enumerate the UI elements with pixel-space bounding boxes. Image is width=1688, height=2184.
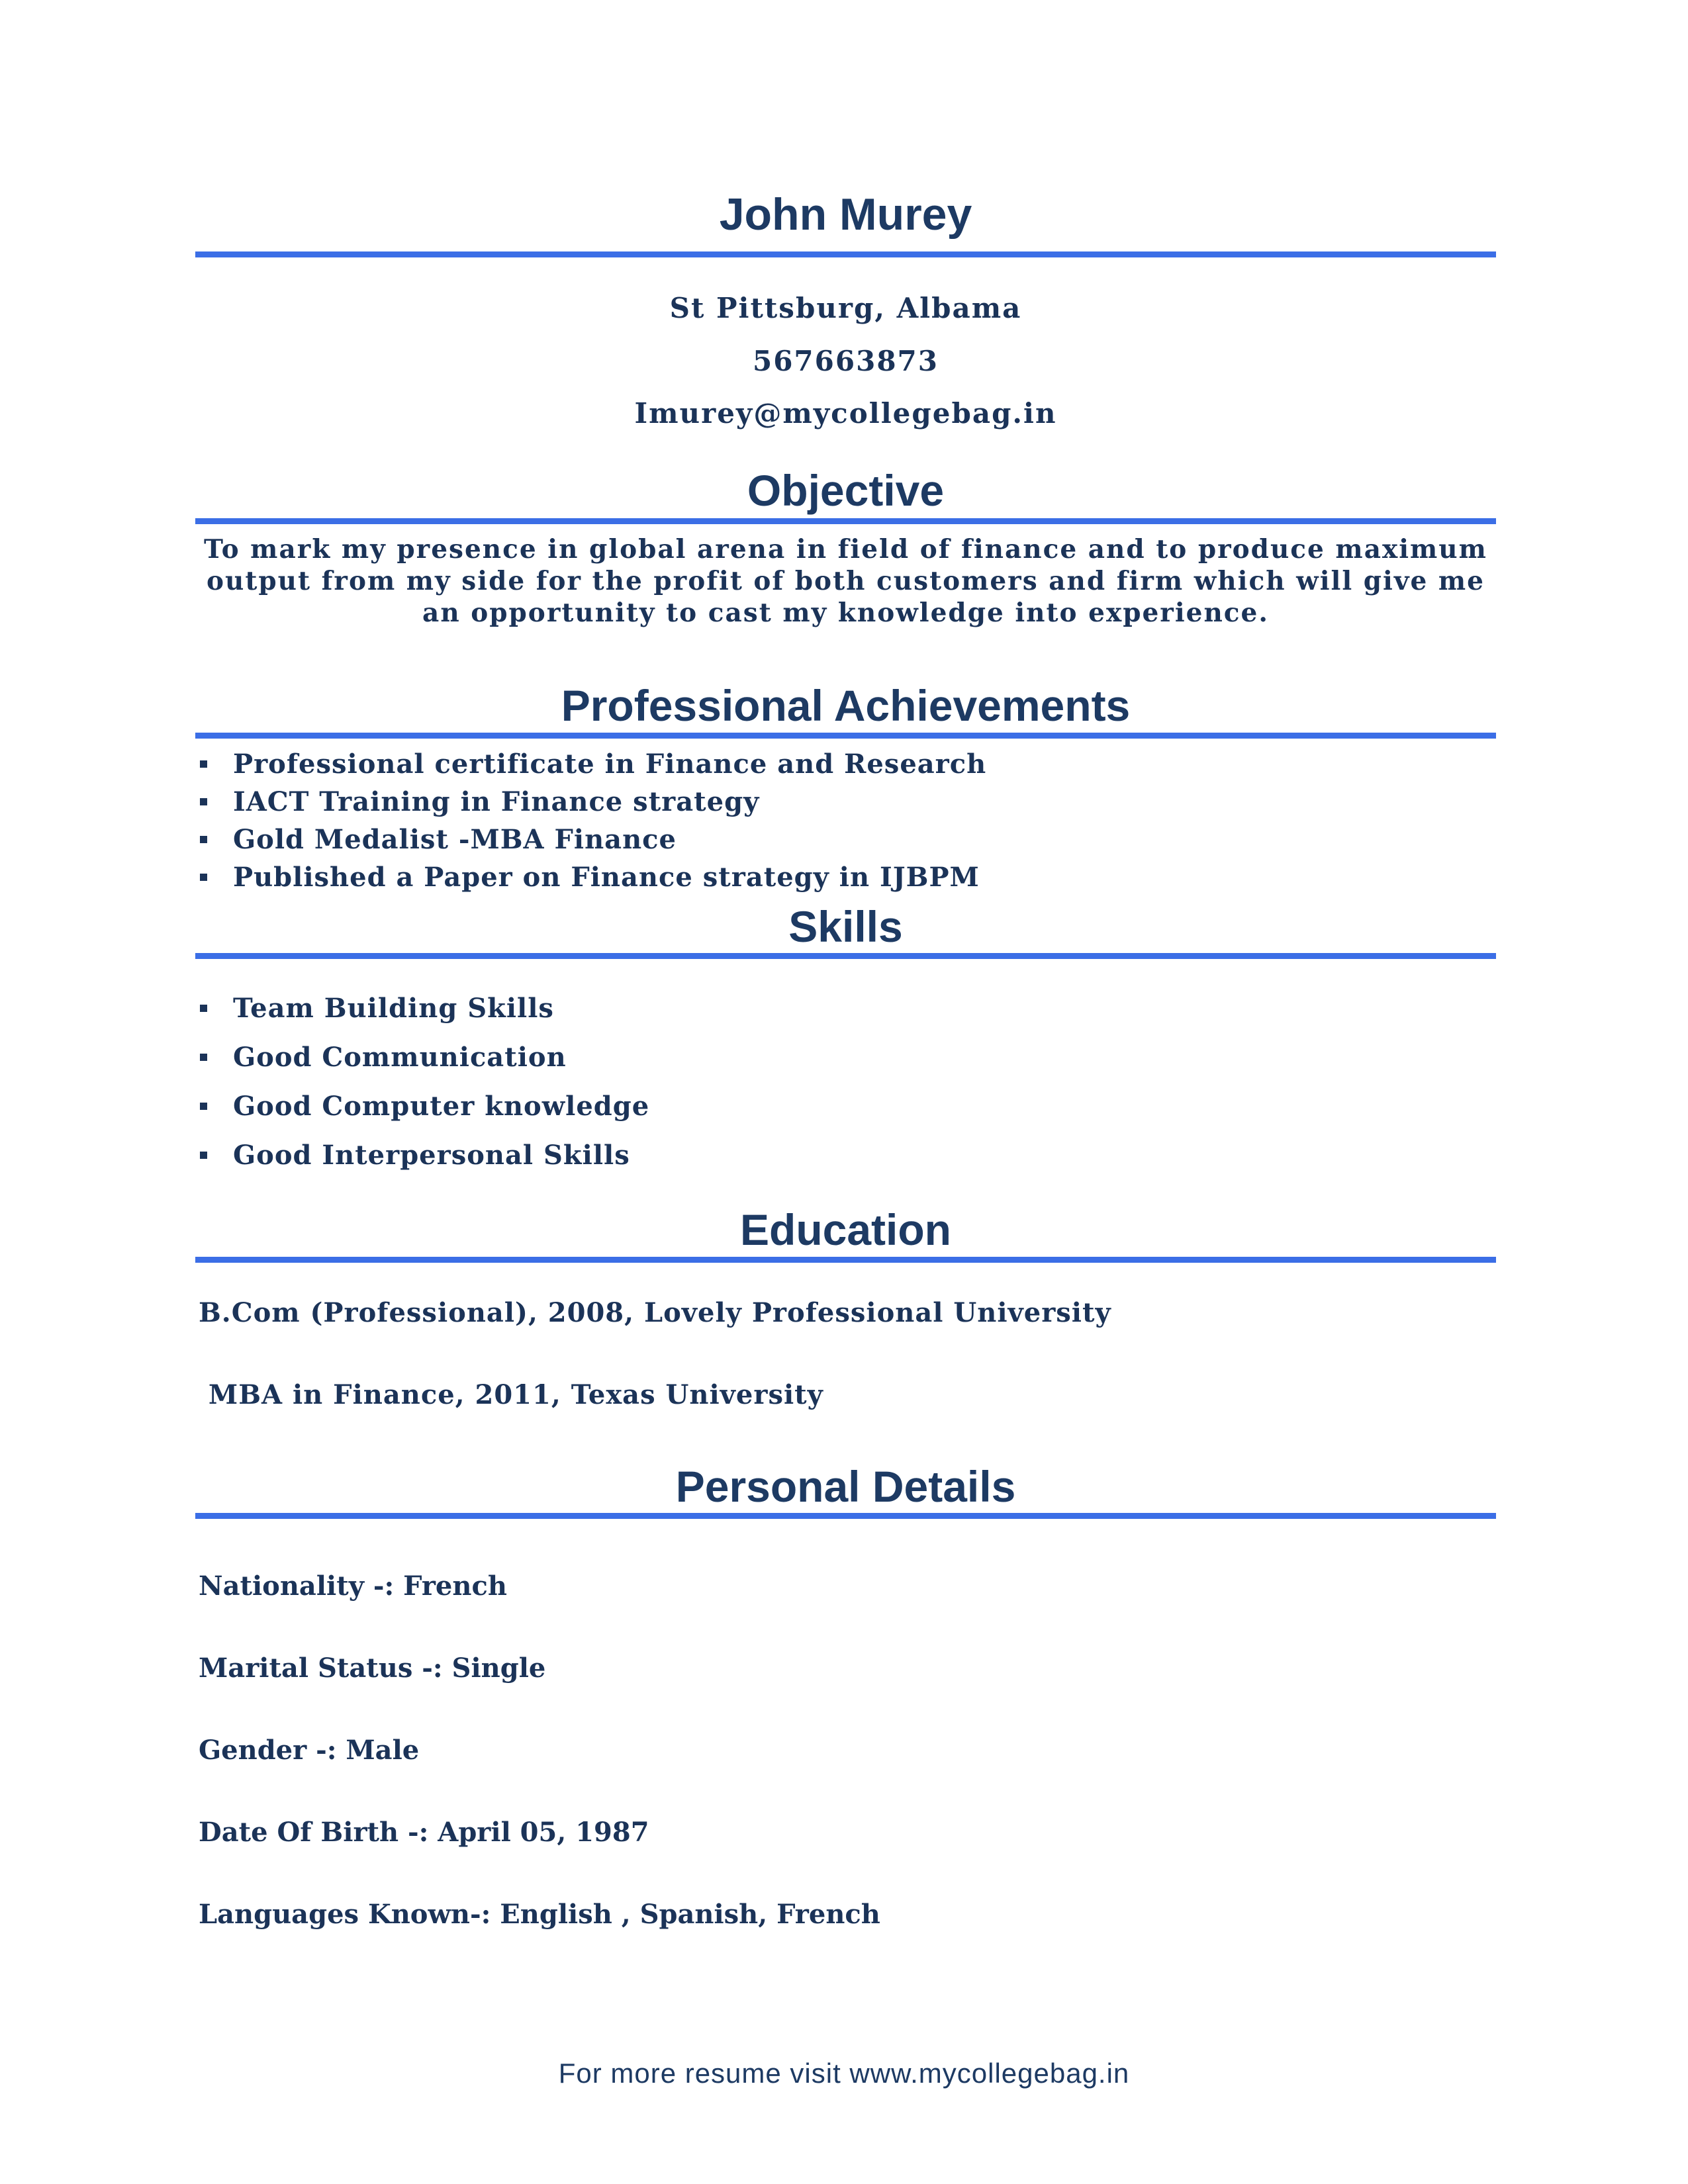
bullet-square-icon xyxy=(200,874,207,881)
name-divider xyxy=(195,251,1496,257)
contact-address: St Pittsburg, Albama xyxy=(669,292,1022,324)
achievements-divider xyxy=(195,733,1496,739)
skills-list xyxy=(199,984,1456,1180)
bullet-square-icon xyxy=(200,1005,207,1012)
bullet-square-icon xyxy=(200,1054,207,1061)
bullet-square-icon xyxy=(200,798,207,805)
achievements-list xyxy=(199,745,1456,896)
personal-divider xyxy=(195,1513,1496,1519)
bullet-square-icon xyxy=(200,760,207,768)
detail-nationality: Nationality -: French xyxy=(199,1570,507,1602)
achievements-heading: Professional Achievements xyxy=(561,681,1131,730)
list-item xyxy=(199,1131,1456,1180)
objective-text: To mark my presence in global arena in field of finance and to produce maximum output from my side for the profit of both customers and firm which will give me an opportunity to cast my knowledge into experience. xyxy=(204,534,1487,628)
list-item xyxy=(199,783,1456,821)
education-heading: Education xyxy=(739,1205,951,1254)
footer-note: For more resume visit www.mycollegebag.in xyxy=(558,2058,1130,2089)
skill-text: Good Computer knowledge xyxy=(233,1091,650,1122)
detail-date-of-birth: Date Of Birth -: April 05, 1987 xyxy=(199,1817,649,1848)
list-item xyxy=(199,858,1456,896)
list-item xyxy=(199,984,1456,1033)
achievement-text: IACT Training in Finance strategy xyxy=(233,786,760,817)
skill-text: Team Building Skills xyxy=(233,993,554,1024)
skill-text: Good Communication xyxy=(233,1042,567,1073)
objective-divider xyxy=(195,518,1496,524)
list-item xyxy=(199,1082,1456,1131)
bullet-square-icon xyxy=(200,1152,207,1159)
achievement-text: Professional certificate in Finance and Research xyxy=(233,749,987,780)
skills-divider xyxy=(195,953,1496,959)
skills-heading: Skills xyxy=(788,902,903,951)
education-divider xyxy=(195,1257,1496,1263)
education-entry: MBA in Finance, 2011, Texas University xyxy=(199,1379,823,1410)
objective-heading: Objective xyxy=(747,466,945,515)
list-item xyxy=(199,745,1456,783)
list-item xyxy=(199,1033,1456,1082)
contact-email: Imurey@mycollegebag.in xyxy=(634,397,1057,430)
education-entry: B.Com (Professional), 2008, Lovely Professional University xyxy=(199,1297,1111,1328)
candidate-name: John Murey xyxy=(719,189,972,240)
achievement-text: Published a Paper on Finance strategy in IJBPM xyxy=(233,862,980,893)
personal-heading: Personal Details xyxy=(675,1462,1016,1511)
achievement-text: Gold Medalist -MBA Finance xyxy=(233,824,677,855)
bullet-square-icon xyxy=(200,1103,207,1110)
detail-languages: Languages Known-: English , Spanish, French xyxy=(199,1899,880,1930)
detail-gender: Gender -: Male xyxy=(199,1735,420,1766)
list-item xyxy=(199,821,1456,858)
skill-text: Good Interpersonal Skills xyxy=(233,1140,630,1171)
bullet-square-icon xyxy=(200,836,207,843)
detail-marital-status: Marital Status -: Single xyxy=(199,1653,546,1684)
contact-phone: 567663873 xyxy=(752,345,939,377)
